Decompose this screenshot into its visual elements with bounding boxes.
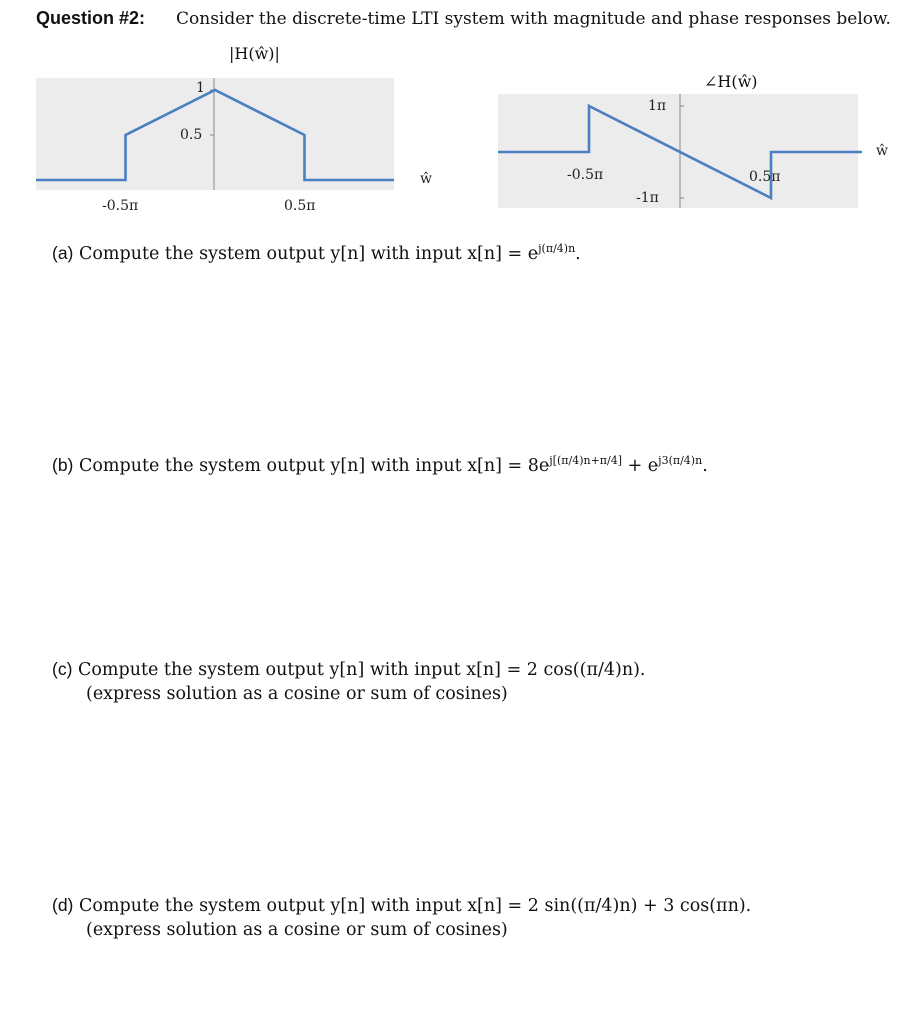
part-b-exponent-1: j[(π/4)n+π/4]	[549, 454, 623, 467]
magnitude-xtick-neg: -0.5π	[102, 198, 139, 214]
part-c-text: Compute the system output y[n] with input x[n] = 2 cos((π/4)n).	[77, 660, 646, 680]
part-b-label: (b)	[52, 454, 74, 475]
magnitude-ytick-0.5: 0.5	[180, 127, 203, 143]
part-b-mid: + e	[622, 455, 659, 476]
magnitude-xtick-pos: 0.5π	[284, 198, 316, 214]
part-d	[52, 893, 751, 919]
question-prompt: Consider the discrete-time LTI system with magnitude and phase responses below.	[176, 9, 891, 29]
magnitude-plot-title: |H(ŵ)|	[229, 44, 280, 63]
part-c-label: (c)	[52, 659, 73, 679]
part-c	[52, 657, 645, 683]
part-a-end: .	[575, 243, 581, 264]
magnitude-ytick-1: 1	[196, 80, 205, 96]
magnitude-xlabel: ŵ	[420, 171, 432, 187]
part-d-label: (d)	[52, 895, 74, 915]
part-b-end: .	[702, 455, 708, 476]
phase-plot-title: ∠H(ŵ)	[704, 72, 758, 91]
phase-plot	[0, 0, 924, 230]
phase-xtick-neg: -0.5π	[567, 167, 604, 183]
part-a-exponent: j(π/4)n	[538, 242, 576, 255]
question-label: Question #2:	[36, 8, 146, 28]
phase-ytick-pos: 1π	[648, 98, 667, 114]
part-a	[52, 236, 581, 267]
part-b-exponent-2: j3(π/4)n	[658, 454, 703, 467]
part-a-label: (a)	[52, 242, 74, 263]
phase-xtick-pos: 0.5π	[749, 169, 781, 185]
part-c-note: (express solution as a cosine or sum of cosines)	[86, 684, 508, 704]
part-b	[52, 448, 708, 479]
part-b-text: Compute the system output y[n] with input x[n] = 8e	[78, 455, 550, 476]
part-d-note: (express solution as a cosine or sum of cosines)	[86, 920, 508, 940]
phase-ytick-neg: -1π	[636, 190, 659, 206]
part-d-text: Compute the system output y[n] with input x[n] = 2 sin((π/4)n) + 3 cos(πn).	[78, 896, 752, 916]
phase-xlabel: ŵ	[876, 143, 888, 159]
part-a-text: Compute the system output y[n] with input x[n] = e	[78, 243, 539, 264]
